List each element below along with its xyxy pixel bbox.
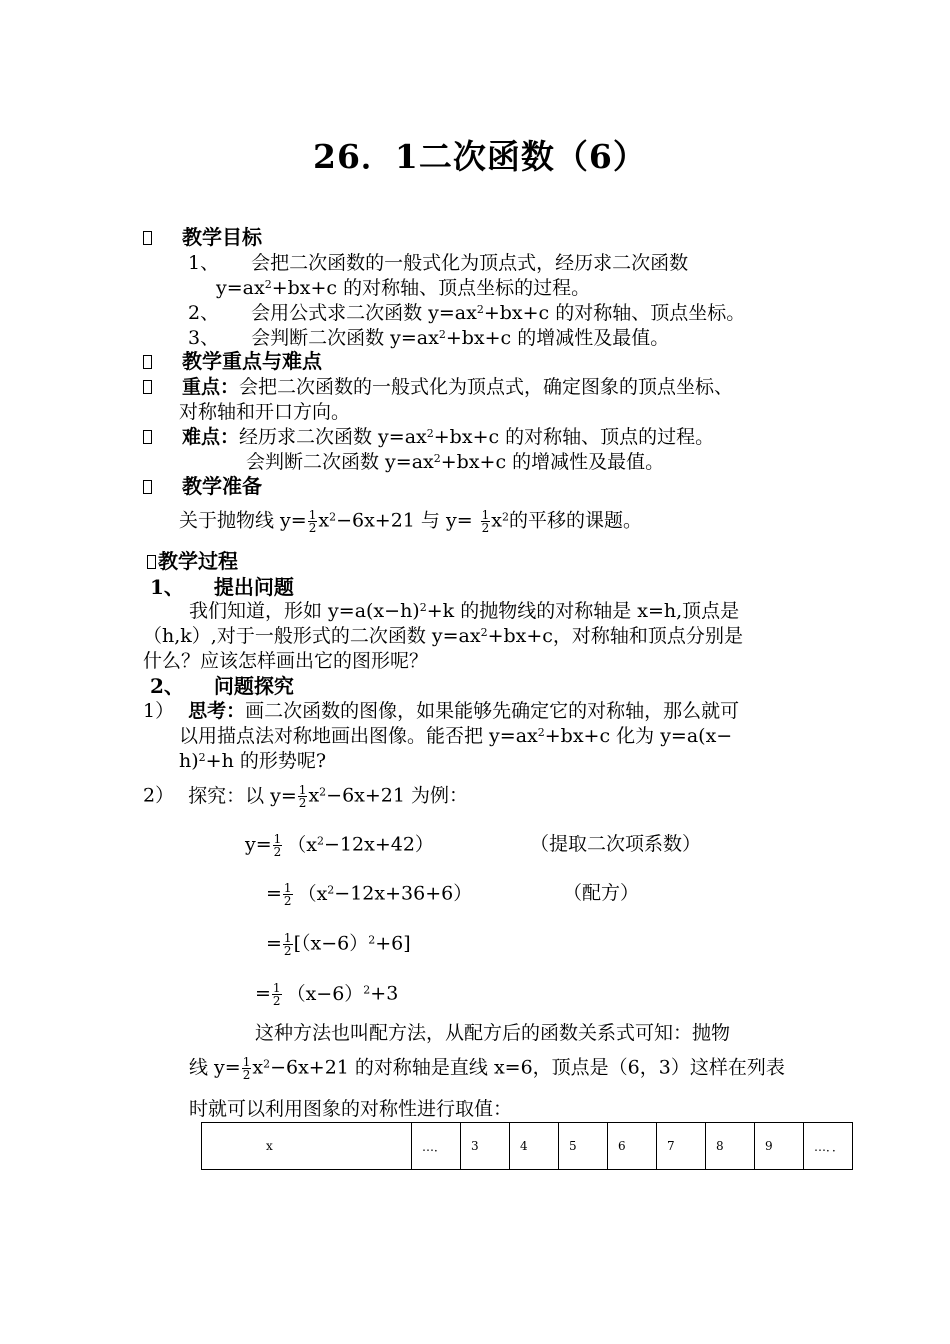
bullet-icon — [143, 380, 152, 394]
table-row — [202, 1123, 853, 1170]
bullet-icon — [143, 430, 152, 444]
think-line1: 1） 思考：画二次函数的图像，如果能够先确定它的对称轴，那么就可 — [143, 700, 740, 722]
table-cell: 3 — [461, 1123, 510, 1170]
table-cell: 6 — [608, 1123, 657, 1170]
prep-text: 关于抛物线 y= $\frac{1}{2}$ $x^2-6x+21$ 与 y= $\frac{1}{2}$ $x^2$的平移的课题。 — [179, 508, 642, 535]
keypoints-heading: 教学重点与难点 — [143, 350, 322, 372]
fraction: $\frac{1}{2}$ — [283, 931, 292, 958]
conclusion-line2: 线 y= $\frac{1}{2}$ $x^2-6x+21$ 的对称轴是直线 x=6，顶点是（6，3）这样在列表 — [189, 1055, 785, 1082]
difficulty-line1: 难点：经历求二次函数 $y=ax^2+bx+c$ 的对称轴、顶点的过程。 — [143, 426, 714, 448]
conclusion-line3: 时就可以利用图象的对称性进行取值： — [189, 1098, 513, 1120]
fraction: $\frac{1}{2}$ — [481, 508, 490, 535]
objectives-heading: 教学目标 — [143, 226, 262, 248]
difficulty-line2: 会判断二次函数 $y=ax^2+bx+c$ 的增减性及最值。 — [246, 451, 665, 473]
s1-line2: （h,k）,对于一般形式的二次函数 $y=ax^2+bx+c$，对称轴和顶点分别是 — [143, 625, 743, 647]
table-cell: 8 — [706, 1123, 755, 1170]
conclusion-line1: 这种方法也叫配方法，从配方后的函数关系式可知：抛物 — [255, 1022, 731, 1044]
step-4: = $\frac{1}{2}$ $(x-6)^2+3$ — [255, 981, 399, 1008]
table-cell: …．． — [804, 1123, 853, 1170]
table-cell: …． — [412, 1123, 461, 1170]
section-2-heading: 2、 问题探究 — [150, 674, 294, 698]
table-header-cell: x — [202, 1123, 412, 1170]
think-line3: h)$^2$+h 的形势呢? — [179, 750, 327, 772]
think-line2: 以用描点法对称地画出图像。能否把 $y=ax^2+bx+c$ 化为 y=a(x− — [179, 725, 733, 747]
fraction: $\frac{1}{2}$ — [298, 783, 307, 810]
step-2-note: （配方） — [563, 882, 640, 904]
step-2: = $\frac{1}{2}$ $(x^2-12x+36+6)$ — [266, 881, 473, 908]
fraction: $\frac{1}{2}$ — [242, 1055, 251, 1082]
key-point-line2: 对称轴和开口方向。 — [179, 401, 351, 423]
objective-1-line2: $y=ax^2+bx+c$ 的对称轴、顶点坐标的过程。 — [216, 277, 591, 299]
step-1: y= $\frac{1}{2}$ $(x^2-12x+42)$ — [245, 832, 434, 859]
bullet-icon — [143, 480, 152, 494]
objective-3: 3、 会判断二次函数 $y=ax^2+bx+c$ 的增减性及最值。 — [188, 327, 670, 349]
bullet-icon — [143, 355, 152, 369]
step-1-note: （提取二次项系数） — [530, 833, 702, 855]
table-cell: 9 — [755, 1123, 804, 1170]
value-table — [201, 1122, 853, 1170]
table-cell: 4 — [510, 1123, 559, 1170]
s1-line1: 我们知道，形如 $y=a(x-h)^2+k$ 的抛物线的对称轴是 x=h,顶点是 — [189, 600, 740, 622]
table-cell: 5 — [559, 1123, 608, 1170]
bullet-icon — [147, 555, 156, 569]
step-3: = $\frac{1}{2}$ $[(x-6)^2+6]$ — [266, 931, 411, 958]
fraction: $\frac{1}{2}$ — [272, 981, 281, 1008]
prep-heading: 教学准备 — [143, 475, 262, 497]
bullet-icon — [143, 231, 152, 245]
fraction: $\frac{1}{2}$ — [308, 508, 317, 535]
fraction: $\frac{1}{2}$ — [283, 881, 292, 908]
s1-line3: 什么？应该怎样画出它的图形呢？ — [143, 650, 429, 672]
page-title: 26．1二次函数（6） — [313, 137, 647, 176]
process-heading: 教学过程 — [147, 550, 238, 572]
explore-line: 2） 探究：以 y= $\frac{1}{2}$ $x^2-6x+21$ 为例： — [143, 783, 469, 810]
table-cell: 7 — [657, 1123, 706, 1170]
objective-2: 2、 会用公式求二次函数 $y=ax^2+bx+c$ 的对称轴、顶点坐标。 — [188, 302, 746, 324]
fraction: $\frac{1}{2}$ — [273, 832, 282, 859]
section-1-heading: 1、 提出问题 — [150, 575, 294, 599]
key-point-line1: 重点：会把二次函数的一般式化为顶点式，确定图象的顶点坐标、 — [143, 376, 733, 398]
objective-1: 1、 会把二次函数的一般式化为顶点式，经历求二次函数 — [188, 252, 689, 274]
